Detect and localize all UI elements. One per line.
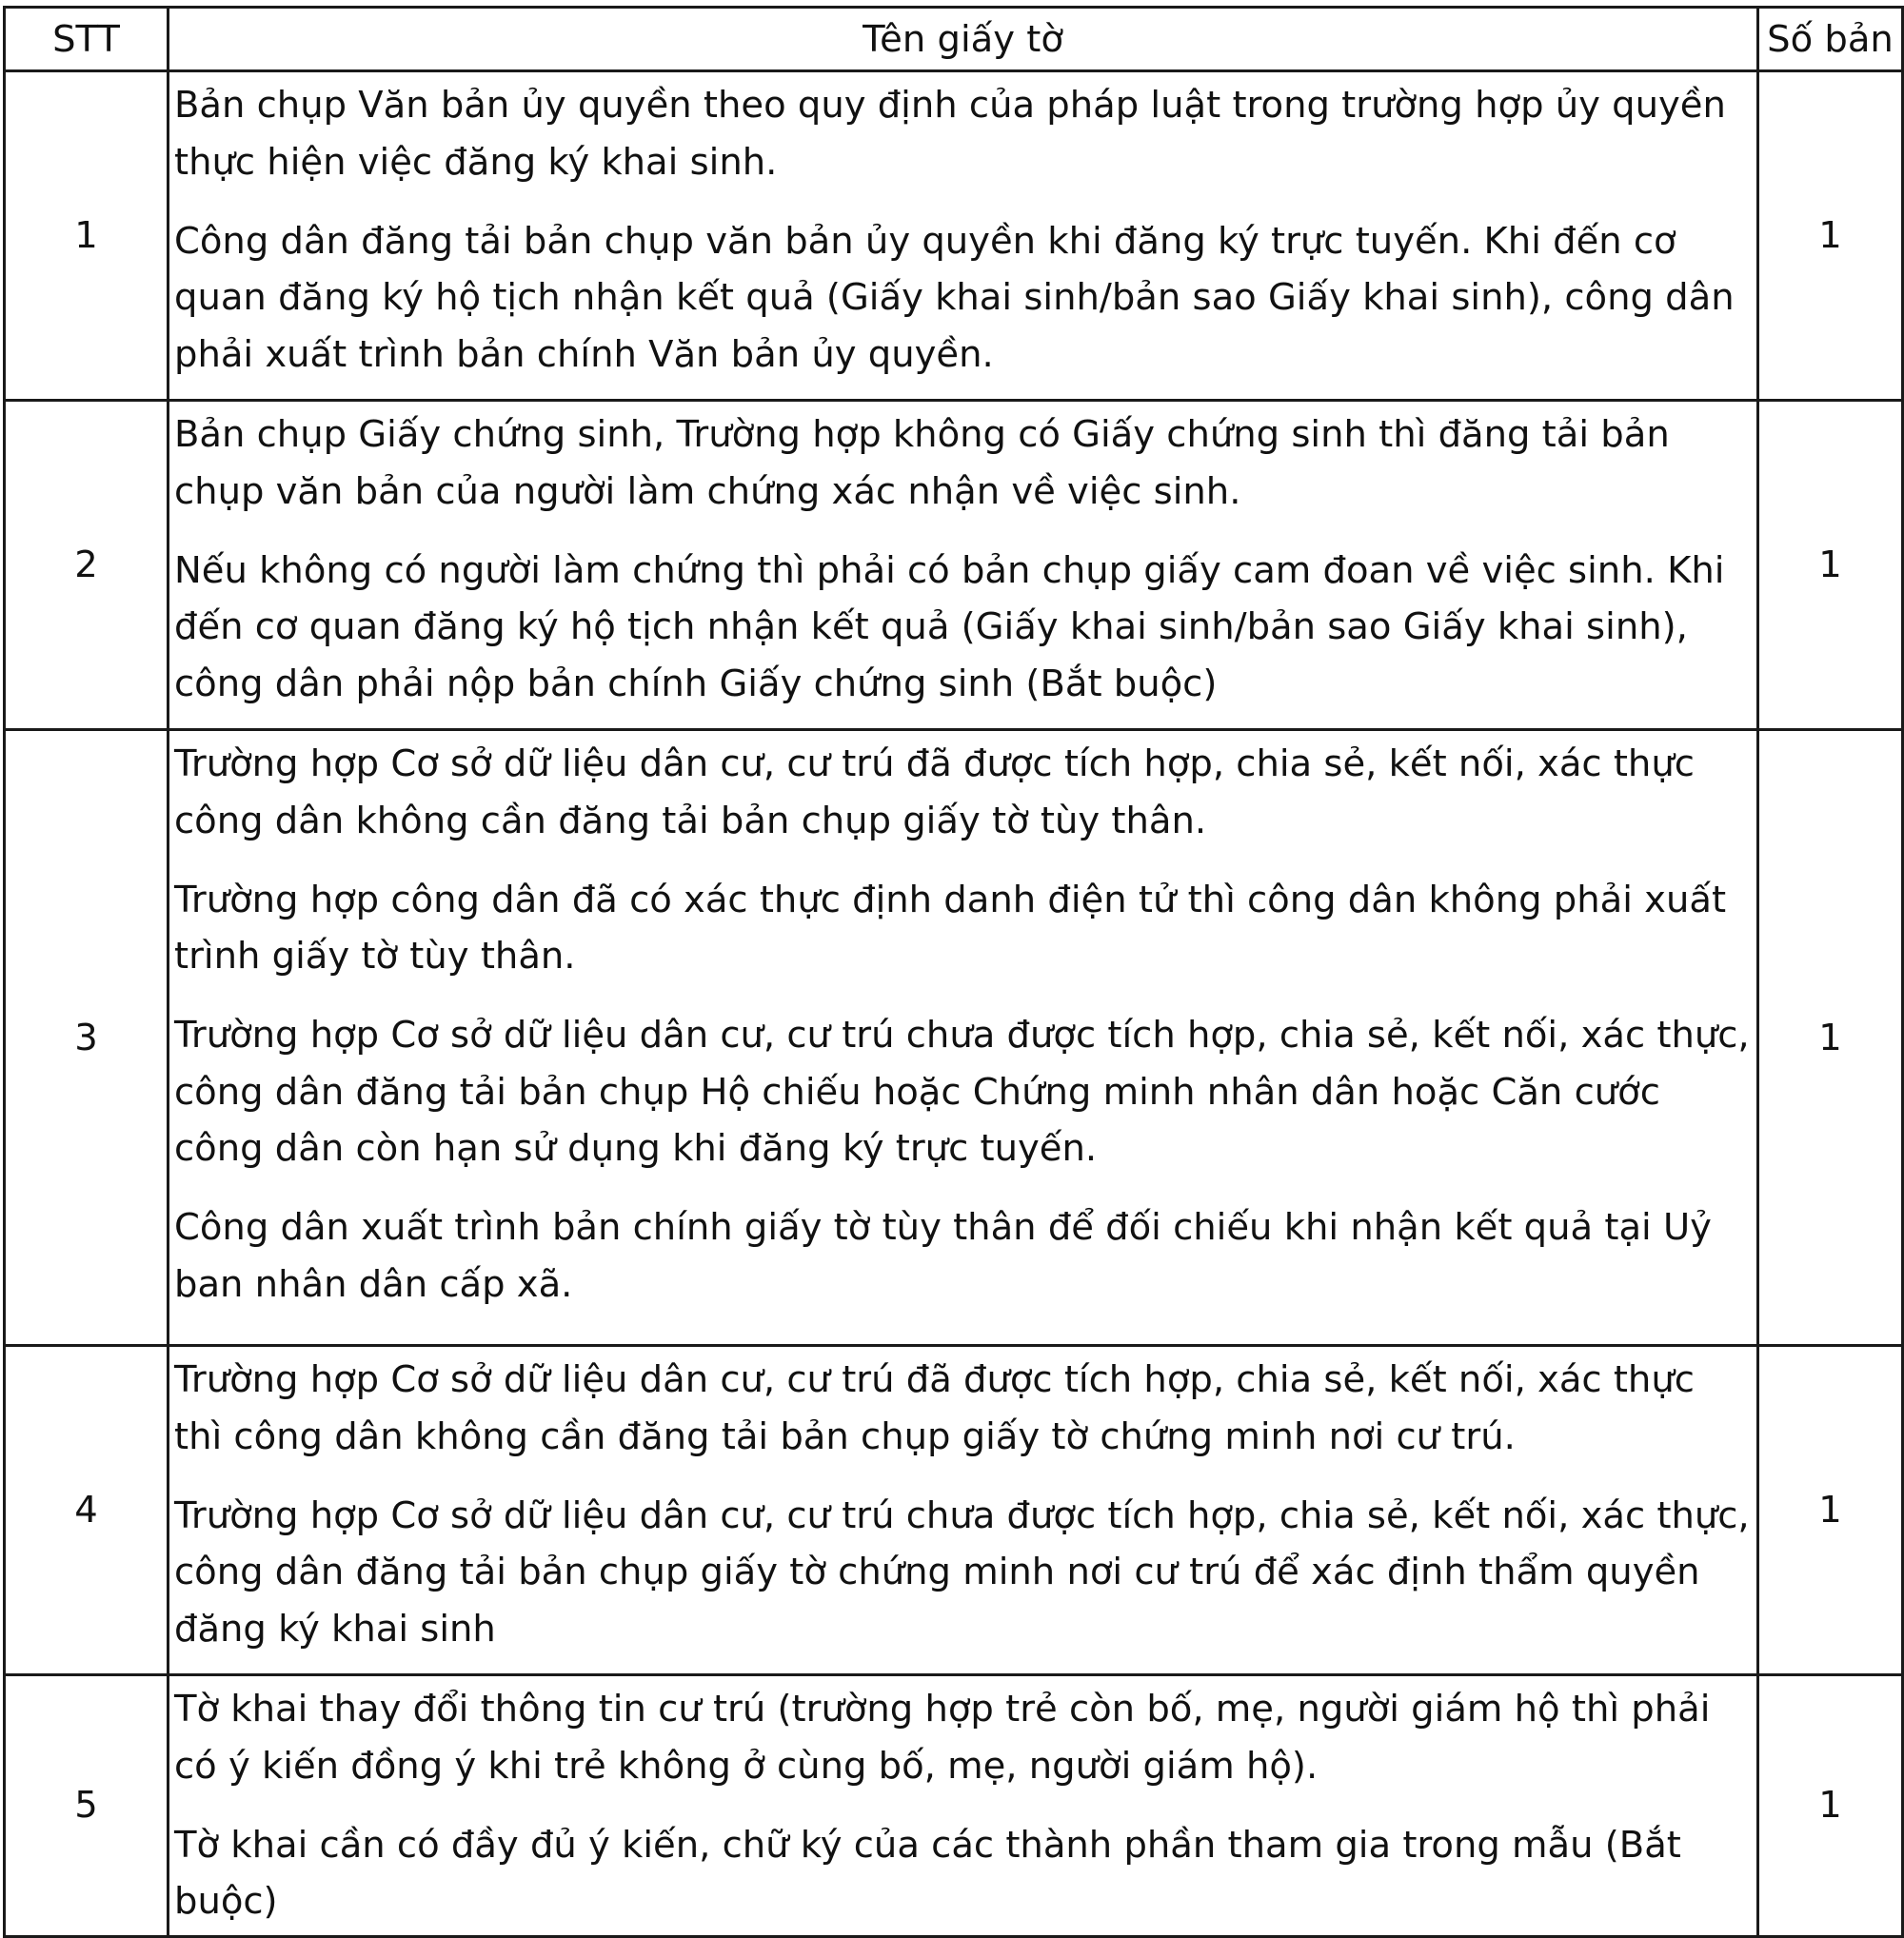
header-stt: STT (5, 8, 169, 71)
document-description (169, 730, 1758, 1346)
document-description (169, 71, 1758, 401)
table-row (5, 730, 1903, 1346)
description-paragraph: Trường hợp công dân đã có xác thực định danh điện tử thì công dân không phải xuất trình giấy tờ tùy thân. (174, 878, 1727, 978)
document-description (169, 401, 1758, 730)
table-body (5, 71, 1903, 1937)
table-row (5, 71, 1903, 401)
row-number: 4 (5, 1346, 169, 1675)
description-paragraph: Tờ khai thay đổi thông tin cư trú (trường hợp trẻ còn bố, mẹ, người giám hộ thì phải có ý kiến đồng ý khi trẻ không ở cùng bố, mẹ, người giám hộ). (174, 1688, 1711, 1788)
description-paragraph: Bản chụp Giấy chứng sinh, Trường hợp không có Giấy chứng sinh thì đăng tải bản chụp văn bản của người làm chứng xác nhận về việc sinh. (174, 413, 1670, 513)
table-row (5, 1675, 1903, 1937)
copy-count: 1 (1758, 401, 1903, 730)
row-number: 3 (5, 730, 169, 1346)
table-row (5, 1346, 1903, 1675)
copy-count: 1 (1758, 1346, 1903, 1675)
header-document-name: Tên giấy tờ (169, 8, 1758, 71)
row-number: 5 (5, 1675, 169, 1937)
table-row (5, 401, 1903, 730)
row-number: 2 (5, 401, 169, 730)
copy-count: 1 (1758, 71, 1903, 401)
document-description (169, 1675, 1758, 1937)
description-paragraph: Tờ khai cần có đầy đủ ý kiến, chữ ký của các thành phần tham gia trong mẫu (Bắt buộc) (174, 1823, 1681, 1923)
row-number: 1 (5, 71, 169, 401)
description-paragraph: Nếu không có người làm chứng thì phải có bản chụp giấy cam đoan về việc sinh. Khi đến cơ quan đăng ký hộ tịch nhận kết quả (Giấy khai sinh/bản sao Giấy khai sinh), công dân phải nộp bản chính Giấy chứng sinh (Bắt buộc) (174, 548, 1725, 705)
header-row (5, 8, 1903, 71)
copy-count: 1 (1758, 730, 1903, 1346)
description-paragraph: Công dân xuất trình bản chính giấy tờ tùy thân để đối chiếu khi nhận kết quả tại Uỷ ban nhân dân cấp xã. (174, 1206, 1712, 1306)
description-paragraph: Trường hợp Cơ sở dữ liệu dân cư, cư trú chưa được tích hợp, chia sẻ, kết nối, xác thực, công dân đăng tải bản chụp Hộ chiếu hoặc Chứng minh nhân dân hoặc Căn cước công dân còn hạn sử dụng khi đăng ký trực tuyến. (174, 1014, 1750, 1170)
header-copy-count: Số bản (1758, 8, 1903, 71)
description-paragraph: Trường hợp Cơ sở dữ liệu dân cư, cư trú đã được tích hợp, chia sẻ, kết nối, xác thực thì công dân không cần đăng tải bản chụp giấy tờ chứng minh nơi cư trú. (174, 1358, 1695, 1458)
description-paragraph: Trường hợp Cơ sở dữ liệu dân cư, cư trú đã được tích hợp, chia sẻ, kết nối, xác thực công dân không cần đăng tải bản chụp giấy tờ tùy thân. (174, 742, 1695, 842)
table-header (5, 8, 1903, 71)
description-paragraph: Công dân đăng tải bản chụp văn bản ủy quyền khi đăng ký trực tuyến. Khi đến cơ quan đăng ký hộ tịch nhận kết quả (Giấy khai sinh/bản sao Giấy khai sinh), công dân phải xuất trình bản chính Văn bản ủy quyền. (174, 219, 1735, 376)
copy-count: 1 (1758, 1675, 1903, 1937)
documents-table (3, 6, 1904, 1938)
description-paragraph: Bản chụp Văn bản ủy quyền theo quy định của pháp luật trong trường hợp ủy quyền thực hiện việc đăng ký khai sinh. (174, 84, 1726, 184)
description-paragraph: Trường hợp Cơ sở dữ liệu dân cư, cư trú chưa được tích hợp, chia sẻ, kết nối, xác thực, công dân đăng tải bản chụp giấy tờ chứng minh nơi cư trú để xác định thẩm quyền đăng ký khai sinh (174, 1493, 1750, 1651)
document-description (169, 1346, 1758, 1675)
